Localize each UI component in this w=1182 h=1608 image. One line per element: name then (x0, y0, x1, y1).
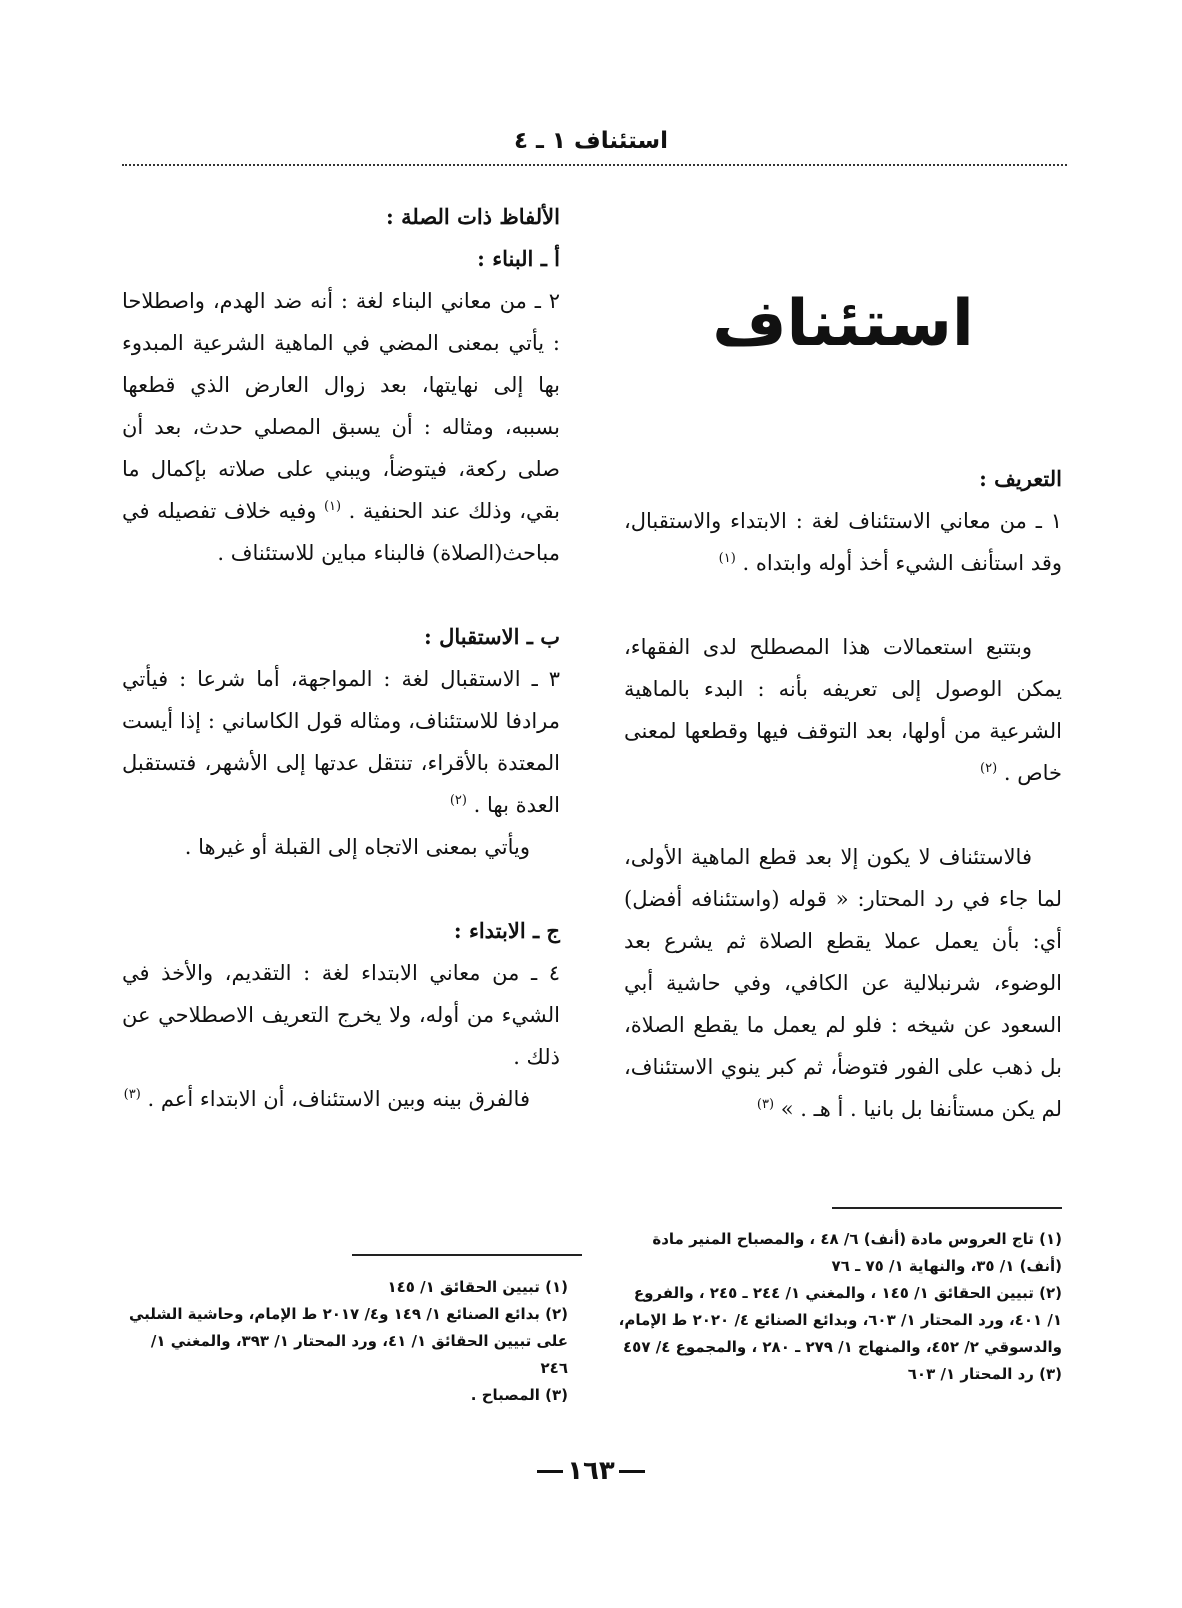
footnote-marker: (٣) (756, 1097, 775, 1112)
footnote: (٢) بدائع الصنائع ١/ ١٤٩ و٤/ ٢٠١٧ ط الإمام، وحاشية الشلبي على تبيين الحقائق ١/ ٤١، ورد المحتار ١/ ٣٩٣، والمغني ١/ ٢٤٦ (129, 1305, 568, 1377)
footnote-marker: (٣) (123, 1087, 141, 1102)
definition-paragraph (624, 500, 1062, 584)
quote-text: فالاستئناف لا يكون إلا بعد قطع الماهية الأولى، لما جاء في رد المحتار: « قوله (واستئنافه أفضل) أي: بأن يعمل عملا يقطع الصلاة ثم يشرع بعد الوضوء، شرنبلالية عن الكافي، وفي حاشية أبي السعود عن شيخه : فلو لم يعمل ما يقطع الصلاة، بل ذهب على الفور فتوضأ، ثم كبر ينوي الاستئناف، لم يكن مستأنفا بل بانيا . أ هـ . » (624, 845, 1062, 1121)
footnote-marker: (٢) (980, 761, 998, 776)
related-terms-heading: الألفاظ ذات الصلة : (386, 204, 560, 229)
ibtida-text-2: فالفرق بينه وبين الاستئناف، أن الابتداء أعم . (147, 1087, 530, 1111)
left-column (122, 196, 560, 1120)
footnote-marker: (٢) (449, 793, 467, 808)
footnote: (١) تاج العروس مادة (أنف) ٦/ ٤٨ ، والمصباح المنير مادة (أنف) ١/ ٣٥، والنهاية ١/ ٧٥ ـ ٧٦ (652, 1230, 1062, 1275)
page-number-dash (537, 1470, 563, 1473)
footnote-marker: (١) (323, 499, 342, 514)
definition-heading: التعريف : (979, 466, 1062, 491)
ibtida-paragraph-2 (122, 1078, 560, 1120)
subheading-bina: أ ـ البناء : (477, 246, 560, 271)
footnote-marker: (١) (718, 551, 736, 566)
footnote: (٢) تبيين الحقائق ١/ ١٤٥ ، والمغني ١/ ٢٤٤ ـ ٢٤٥ ، والفروع ١/ ٤٠١، ورد المحتار ١/ ٦٠٣، وبدائع الصنائع ٤/ ٢٠٢٠ ط الإمام، والدسوقي ٢/ ٤٥٢، والمنهاج ١/ ٢٧٩ ـ ٢٨٠ ، والمجموع ٤/ ٤٥٧ (618, 1284, 1062, 1356)
footnotes-left (122, 1274, 568, 1409)
footnote: (٣) المصباح . (470, 1386, 568, 1404)
bina-text-tail: وفيه خلاف تفصيله في مباحث(الصلاة) فالبناء مباين للاستئناف . (122, 499, 560, 565)
ibtida-paragraph: ٤ ـ من معاني الابتداء لغة : التقديم، والأخذ في الشيء من أوله، ولا يخرج التعريف الاصطلاحي عن ذلك . (122, 961, 560, 1069)
footnotes-right (616, 1226, 1062, 1388)
page-number-value: ١٦٣ (567, 1456, 615, 1486)
subheading-istiqbal: ب ـ الاستقبال : (424, 624, 560, 649)
header-dotted-rule (122, 164, 1067, 166)
quote-paragraph (624, 836, 1062, 1130)
footnote-rule-right (832, 1207, 1062, 1209)
page-number (0, 1456, 1182, 1486)
bina-text: ٢ ـ من معاني البناء لغة : أنه ضد الهدم، واصطلاحا : يأتي بمعنى المضي في الماهية الشرعية المبدوء بها إلى نهايتها، بعد زوال العارض الذي قطعها بسببه، ومثاله : أن يسبق المصلي حدث، بعد أن صلى ركعة، فيتوضأ، ويبني على صلاته بإكمال ما بقي، وذلك عند الحنفية . (122, 289, 560, 523)
usage-paragraph (624, 626, 1062, 794)
istiqbal-paragraph (122, 658, 560, 826)
entry-title: استئناف (712, 287, 974, 361)
subheading-ibtida: ج ـ الابتداء : (453, 918, 560, 943)
footnote-rule-left (352, 1254, 582, 1256)
usage-text: وبتتبع استعمالات هذا المصطلح لدى الفقهاء، يمكن الوصول إلى تعريفه بأنه : البدء بالماهية الشرعية من أولها، بعد التوقف فيها وقطعها لمعنى خاص . (624, 635, 1062, 785)
page-number-dash (619, 1470, 645, 1473)
running-header: استئناف ١ ـ ٤ (513, 128, 668, 154)
bina-paragraph (122, 280, 560, 574)
right-column (624, 192, 1062, 1130)
istiqbal-text: ٣ ـ الاستقبال لغة : المواجهة، أما شرعا : فيأتي مرادفا للاستئناف، ومثاله قول الكاساني : إذا أيست المعتدة بالأقراء، تنتقل عدتها إلى الأشهر، فتستقبل العدة بها . (122, 667, 560, 817)
istiqbal-paragraph-2: ويأتي بمعنى الاتجاه إلى القبلة أو غيرها . (184, 835, 530, 859)
definition-text: ١ ـ من معاني الاستئناف لغة : الابتداء والاستقبال، وقد استأنف الشيء أخذ أوله وابتداه . (624, 509, 1062, 575)
footnote: (١) تبيين الحقائق ١/ ١٤٥ (387, 1278, 568, 1296)
footnote: (٣) رد المحتار ١/ ٦٠٣ (907, 1365, 1062, 1383)
